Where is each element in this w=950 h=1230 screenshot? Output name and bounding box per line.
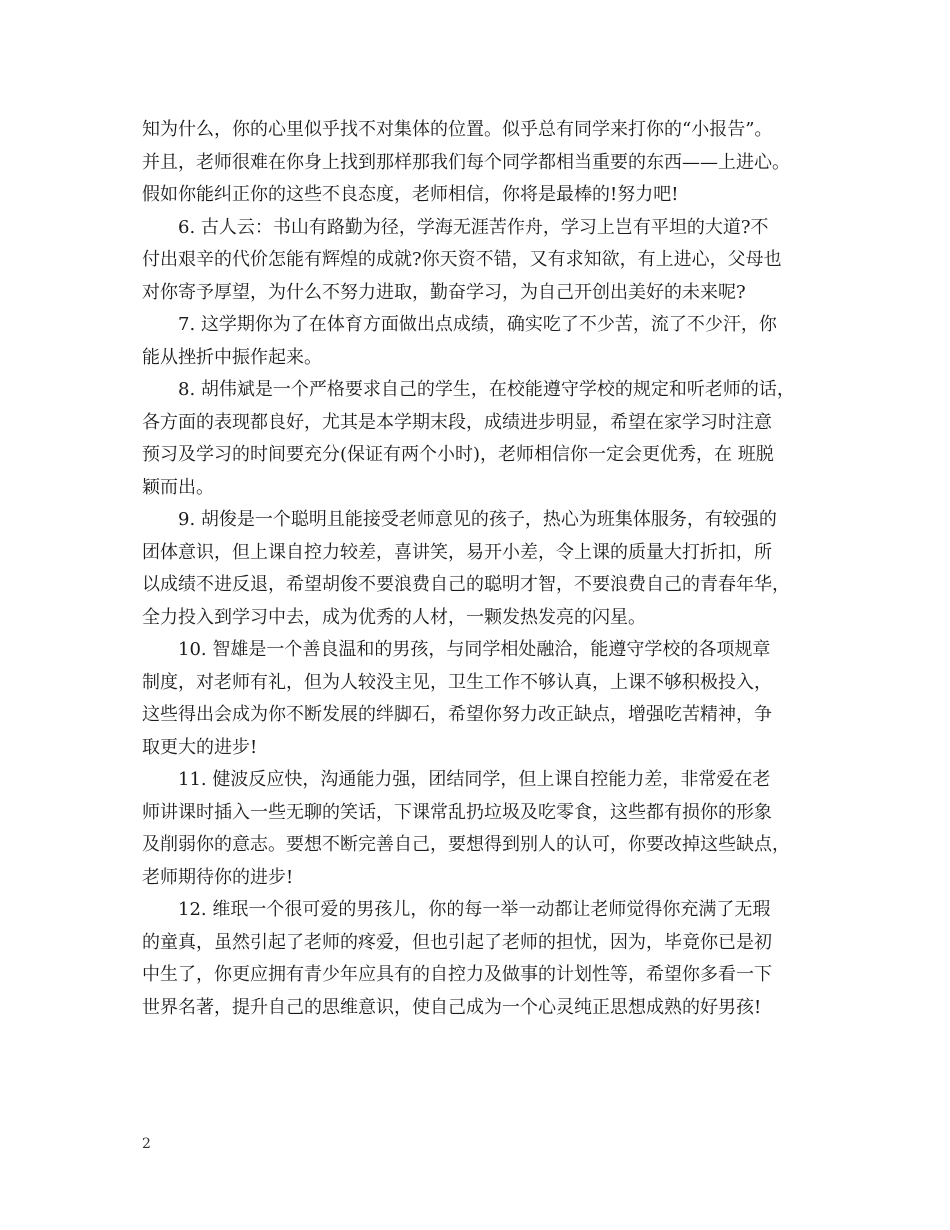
paragraph: [142, 764, 816, 894]
text-line: 能从挫折中振作起来。: [142, 346, 322, 368]
text-line: 中生了，你更应拥有青少年应具有的自控力及做事的计划性等，希望你多看一下: [142, 964, 772, 985]
text-line: 世界名著，提升自己的思维意识，使自己成为一个心灵纯正思想成熟的好男孩!: [142, 996, 762, 1018]
text-line: 知为什么，你的心里似乎找不对集体的位置。似乎总有同学来打你的“小报告”。: [142, 119, 773, 140]
paragraph: [142, 212, 816, 310]
paragraph: [142, 374, 816, 504]
text-line: 以成绩不进反退，希望胡俊不要浪费自己的聪明才智，不要浪费自己的青春年华，: [142, 574, 790, 595]
text-line: 预习及学习的时间要充分(保证有两个小时)，老师相信你一定会更优秀，在 班脱: [142, 444, 774, 465]
text-line: 假如你能纠正你的这些不良态度，老师相信，你将是最棒的!努力吧!: [142, 184, 679, 205]
paragraph: [142, 504, 816, 634]
document-body: [142, 114, 816, 1024]
text-line: 及削弱你的意志。要想不断完善自己，要想得到别人的认可，你要改掉这些缺点，: [142, 834, 790, 855]
paragraph: [142, 309, 816, 374]
text-line: 制度，对老师有礼，但为人较没主见，卫生工作不够认真，上课不够积极投入，: [142, 671, 772, 693]
text-line: 7. 这学期你为了在体育方面做出点成绩，确实吃了不少苦，流了不少汗，你: [178, 314, 777, 335]
text-line: 老师期待你的进步!: [142, 866, 294, 888]
page-number: 2: [142, 1136, 151, 1152]
text-line: 取更大的进步!: [142, 736, 258, 758]
text-line: 11. 健波反应快，沟通能力强，团结同学，但上课自控能力差，非常爱在老: [178, 769, 771, 790]
text-line: 这些得出会成为你不断发展的绊脚石，希望你努力改正缺点，增强吃苦精神，争: [142, 704, 772, 725]
paragraph: [142, 634, 816, 764]
paragraph: [142, 114, 816, 212]
text-line: 8. 胡伟斌是一个严格要求自己的学生，在校能遵守学校的规定和听老师的话，: [178, 379, 795, 400]
text-line: 10. 智雄是一个善良温和的男孩，与同学相处融洽，能遵守学校的各项规章: [178, 639, 771, 660]
text-line: 颖而出。: [142, 476, 214, 498]
text-line: 6. 古人云：书山有路勤为径，学海无涯苦作舟，学习上岂有平坦的大道?不: [178, 216, 769, 238]
text-line: 9. 胡俊是一个聪明且能接受老师意见的孩子，热心为班集体服务，有较强的: [178, 509, 777, 530]
text-line: 对你寄予厚望，为什么不努力进取，勤奋学习，为自己开创出美好的未来呢?: [142, 281, 746, 303]
text-line: 团体意识，但上课自控力较差，喜讲笑，易开小差，令上课的质量大打折扣，所: [142, 541, 772, 563]
text-line: 并且，老师很难在你身上找到那样那我们每个同学都相当重要的东西——上进心。: [142, 151, 790, 173]
paragraph: [142, 894, 816, 1024]
text-line: 12. 维珉一个很可爱的男孩儿，你的每一举一动都让老师觉得你充满了无瑕: [178, 899, 771, 920]
text-line: 各方面的表现都良好，尤其是本学期末段，成绩进步明显，希望在家学习时注意: [142, 411, 772, 433]
text-line: 的童真，虽然引起了老师的疼爱，但也引起了老师的担忧，因为，毕竟你已是初: [142, 931, 772, 953]
text-line: 全力投入到学习中去，成为优秀的人材，一颗发热发亮的闪星。: [142, 606, 646, 628]
text-line: 师讲课时插入一些无聊的笑话，下课常乱扔垃圾及吃零食，这些都有损你的形象: [142, 801, 772, 823]
text-line: 付出艰辛的代价怎能有辉煌的成就?你天资不错，又有求知欲，有上进心，父母也: [142, 249, 782, 270]
